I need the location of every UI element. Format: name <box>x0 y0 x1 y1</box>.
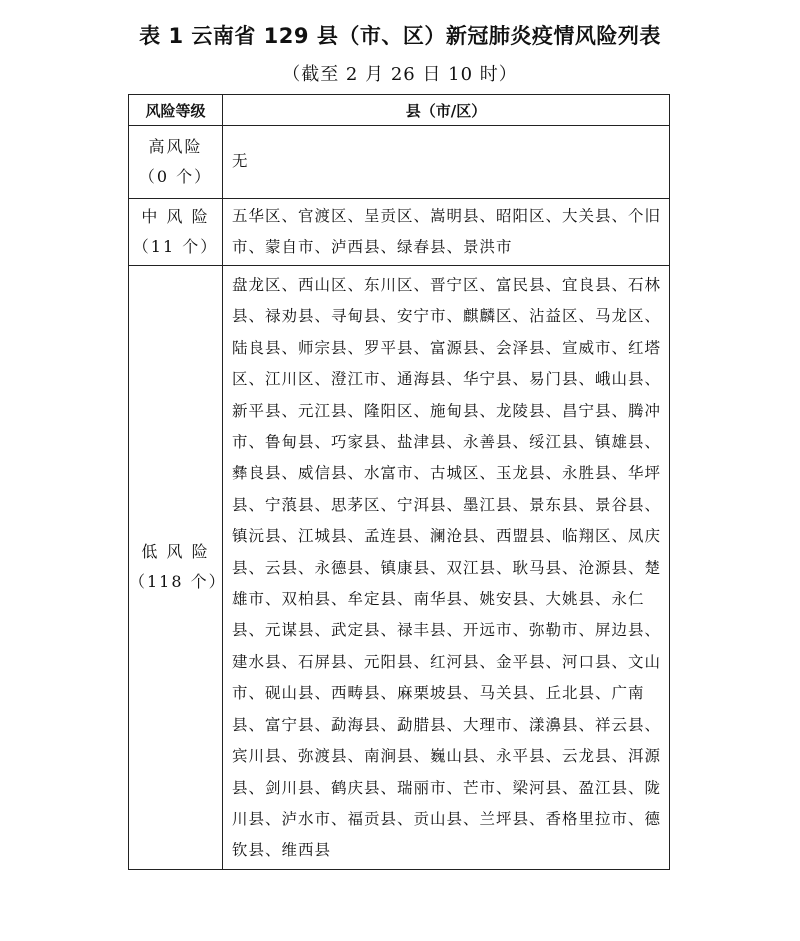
risk-table <box>128 94 670 870</box>
risk-level-label: 中 风 险 <box>141 207 210 226</box>
county-list: 无 <box>223 126 670 199</box>
document-subtitle: （截至 2 月 26 日 10 时） <box>282 64 518 85</box>
table-header-row <box>129 95 670 126</box>
risk-level-label: 高风险 <box>148 137 203 156</box>
header-counties: 县（市/区） <box>223 95 670 126</box>
document-title: 表 1 云南省 129 县（市、区）新冠肺炎疫情风险列表 <box>139 24 661 48</box>
risk-level-cell <box>129 266 227 870</box>
risk-level-count: （11 个） <box>132 237 219 256</box>
county-list: 五华区、官渡区、呈贡区、嵩明县、昭阳区、大关县、个旧市、蒙自市、泸西县、绿春县、景洪市 <box>223 199 670 266</box>
header-risk-level: 风险等级 <box>129 95 223 126</box>
risk-level-count: （0 个） <box>138 167 213 186</box>
risk-level-cell <box>129 126 223 199</box>
table-row-low-risk <box>129 266 670 870</box>
table-row-medium-risk <box>129 199 670 266</box>
table-row-high-risk <box>129 126 670 199</box>
risk-level-cell <box>129 199 223 266</box>
risk-level-label: 低 风 险 <box>141 542 210 562</box>
county-list: 盘龙区、西山区、东川区、晋宁区、富民县、宜良县、石林县、禄劝县、寻甸县、安宁市、麒麟区、沾益区、马龙区、陆良县、师宗县、罗平县、富源县、会泽县、宣威市、红塔区、江川区、澄江市、通海县、华宁县、易门县、峨山县、新平县、元江县、隆阳区、施甸县、龙陵县、昌宁县、腾冲市、鲁甸县、巧家县、盐津县、永善县、绥江县、镇雄县、彝良县、威信县、水富市、古城区、玉龙县、永胜县、华坪县、宁蒗县、思茅区、宁洱县、墨江县、景东县、景谷县、镇沅县、江城县、孟连县、澜沧县、西盟县、临翔区、凤庆县、云县、永德县、镇康县、双江县、耿马县、沧源县、楚雄市、双柏县、牟定县、南华县、姚安县、大姚县、永仁县、元谋县、武定县、禄丰县、开远市、弥勒市、屏边县、建水县、石屏县、元阳县、红河县、金平县、河口县、文山市、砚山县、西畴县、麻栗坡县、马关县、丘北县、广南县、富宁县、勐海县、勐腊县、大理市、漾濞县、祥云县、宾川县、弥渡县、南涧县、巍山县、永平县、云龙县、洱源县、剑川县、鹤庆县、瑞丽市、芒市、梁河县、盈江县、陇川县、泸水市、福贡县、贡山县、兰坪县、香格里拉市、德钦县、维西县 <box>223 266 670 870</box>
risk-level-count: （118 个） <box>129 572 227 592</box>
